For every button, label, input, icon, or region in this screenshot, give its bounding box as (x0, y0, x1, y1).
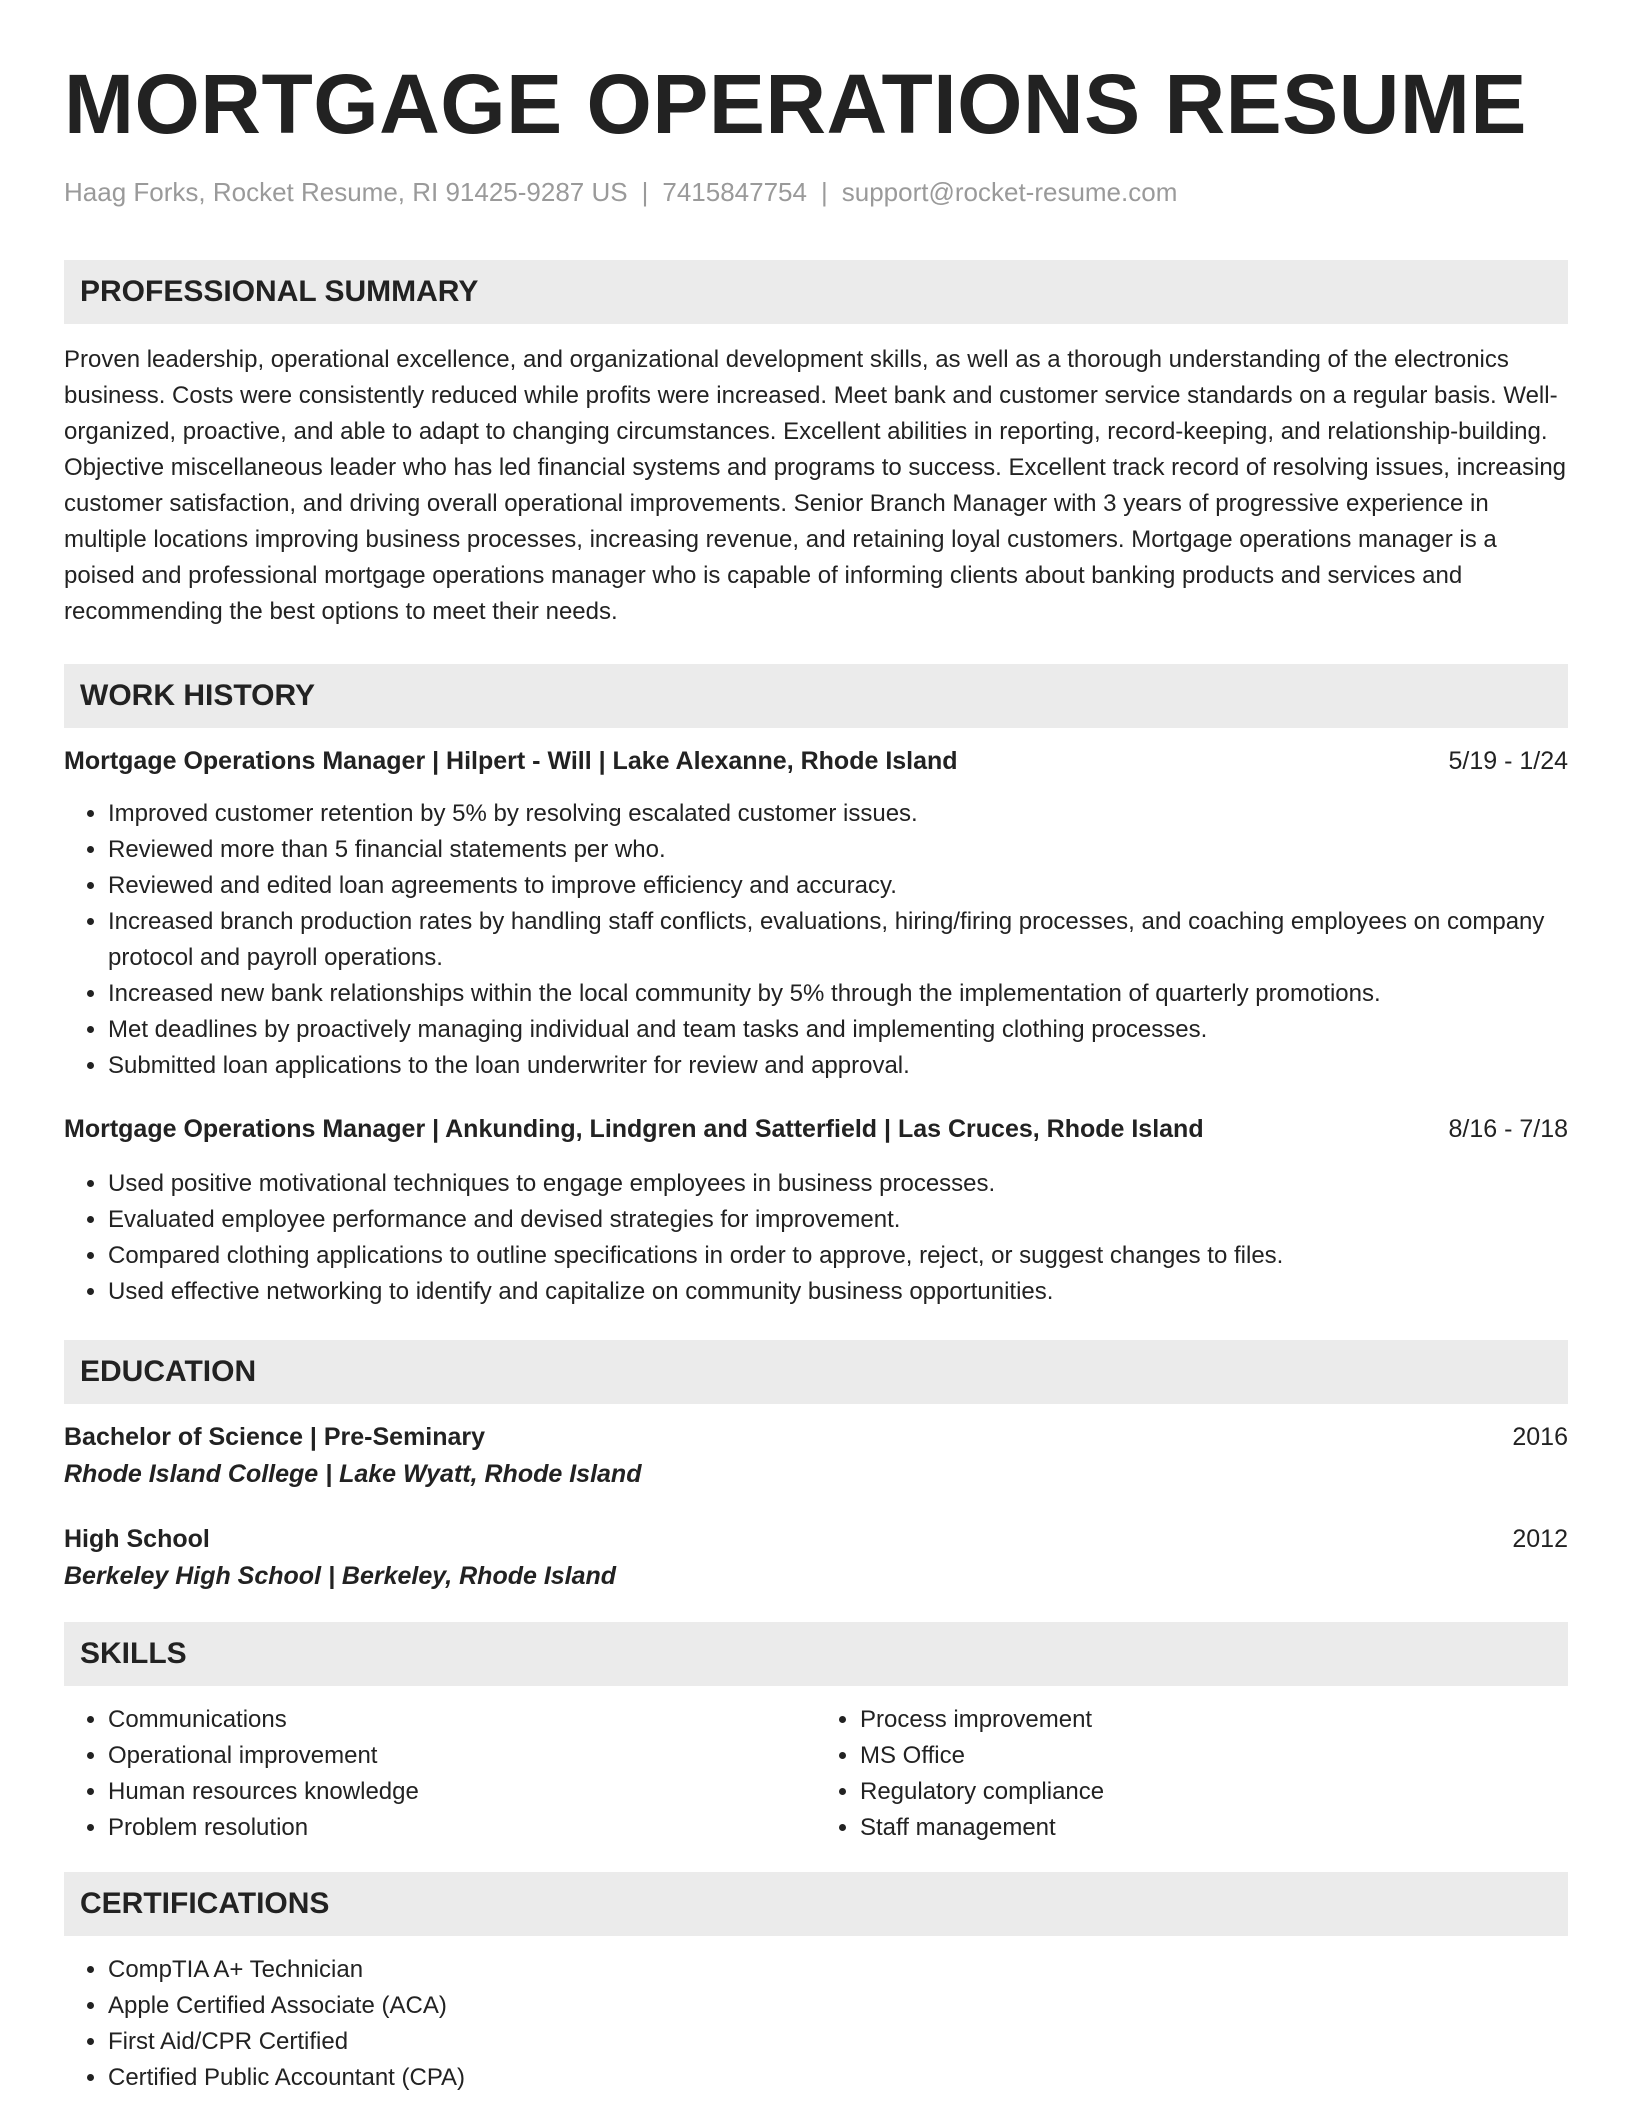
job-title: Mortgage Operations Manager | Ankunding, Lindgren and Satterfield | Las Cruces, Rhode Island (64, 1115, 1204, 1143)
education-degree: Bachelor of Science | Pre-Seminary (64, 1423, 486, 1451)
list-item: • Regulatory compliance (860, 1774, 1568, 1810)
section-header-skills: SKILLS (64, 1622, 1568, 1686)
list-item: • Reviewed more than 5 financial statements per who. (108, 832, 1568, 868)
job-dates: 5/19 - 1/24 (1448, 747, 1568, 775)
list-item: • Apple Certified Associate (ACA) (108, 1988, 1568, 2024)
job-title-row (64, 744, 1568, 778)
list-item: • Certified Public Accountant (CPA) (108, 2060, 1568, 2096)
list-item: • Communications (108, 1702, 816, 1738)
list-item: • Problem resolution (108, 1810, 816, 1846)
contact-separator: | (641, 177, 649, 207)
contact-email: support@rocket-resume.com (841, 177, 1178, 207)
contact-line (64, 176, 1568, 208)
education-year: 2012 (1512, 1525, 1568, 1553)
education-year: 2016 (1512, 1423, 1568, 1451)
section-header-certifications: CERTIFICATIONS (64, 1872, 1568, 1936)
education-entry (64, 1522, 1568, 1596)
list-item: • Increased branch production rates by handling staff conflicts, evaluations, hiring/firing processes, and coaching employees on company protocol and payroll operations. (108, 904, 1568, 976)
section-header-summary: PROFESSIONAL SUMMARY (64, 260, 1568, 324)
list-item: • Evaluated employee performance and devised strategies for improvement. (108, 1202, 1568, 1238)
education-entry (64, 1420, 1568, 1494)
job-bullet-list (64, 796, 1568, 1084)
education-school: Berkeley High School | Berkeley, Rhode Island (64, 1562, 617, 1590)
list-item: • Process improvement (860, 1702, 1568, 1738)
contact-address: Haag Forks, Rocket Resume, RI 91425-9287 US (64, 177, 628, 207)
list-item: • Operational improvement (108, 1738, 816, 1774)
job-title: Mortgage Operations Manager | Hilpert - Will | Lake Alexanne, Rhode Island (64, 747, 958, 775)
contact-phone: 7415847754 (662, 177, 807, 207)
education-degree: High School (64, 1525, 210, 1553)
list-item: • Compared clothing applications to outline specifications in order to approve, reject, or suggest changes to files. (108, 1238, 1568, 1274)
list-item: • Staff management (860, 1810, 1568, 1846)
job-entry (64, 1112, 1568, 1310)
summary-text: Proven leadership, operational excellence, and organizational development skills, as well as a thorough understanding of the electronics business. Costs were consistently reduced while profits were increased. Meet bank and customer service standards on a regular basis. Well-organized, proactive, and able to adapt to changing circumstances. Excellent abilities in reporting, record-keeping, and relationship-building. Objective miscellaneous leader who has led financial systems and programs to success. Excellent track record of resolving issues, increasing customer satisfaction, and driving overall operational improvements. Senior Branch Manager with 3 years of progressive experience in multiple locations improving business processes, increasing revenue, and retaining loyal customers. Mortgage operations manager is a poised and professional mortgage operations manager who is capable of informing clients about banking products and services and recommending the best options to meet their needs. (64, 346, 1567, 625)
list-item: • Used effective networking to identify and capitalize on community business opportunities. (108, 1274, 1568, 1310)
contact-separator: | (820, 177, 828, 207)
skills-grid (64, 1702, 1568, 1846)
list-item: • Reviewed and edited loan agreements to improve efficiency and accuracy. (108, 868, 1568, 904)
list-item: • Used positive motivational techniques to engage employees in business processes. (108, 1166, 1568, 1202)
education-school: Rhode Island College | Lake Wyatt, Rhode Island (64, 1460, 642, 1488)
list-item: • Human resources knowledge (108, 1774, 816, 1810)
education-degree-row (64, 1522, 1568, 1556)
list-item: • Improved customer retention by 5% by resolving escalated customer issues. (108, 796, 1568, 832)
list-item: • First Aid/CPR Certified (108, 2024, 1568, 2060)
section-header-work-history: WORK HISTORY (64, 664, 1568, 728)
list-item: • MS Office (860, 1738, 1568, 1774)
list-item: • Met deadlines by proactively managing individual and team tasks and implementing clothing processes. (108, 1012, 1568, 1048)
list-item: • Increased new bank relationships within the local community by 5% through the implementation of quarterly promotions. (108, 976, 1568, 1012)
skills-list-left (64, 1702, 816, 1846)
resume-title: MORTGAGE OPERATIONS RESUME (64, 57, 1527, 151)
list-item: • CompTIA A+ Technician (108, 1952, 1568, 1988)
education-degree-row (64, 1420, 1568, 1454)
certifications-list (64, 1952, 1568, 2096)
job-dates: 8/16 - 7/18 (1448, 1115, 1568, 1143)
skills-list-right (816, 1702, 1568, 1846)
section-header-education: EDUCATION (64, 1340, 1568, 1404)
job-entry (64, 744, 1568, 1084)
job-bullet-list (64, 1166, 1568, 1310)
job-title-row (64, 1112, 1568, 1146)
list-item: • Submitted loan applications to the loan underwriter for review and approval. (108, 1048, 1568, 1084)
